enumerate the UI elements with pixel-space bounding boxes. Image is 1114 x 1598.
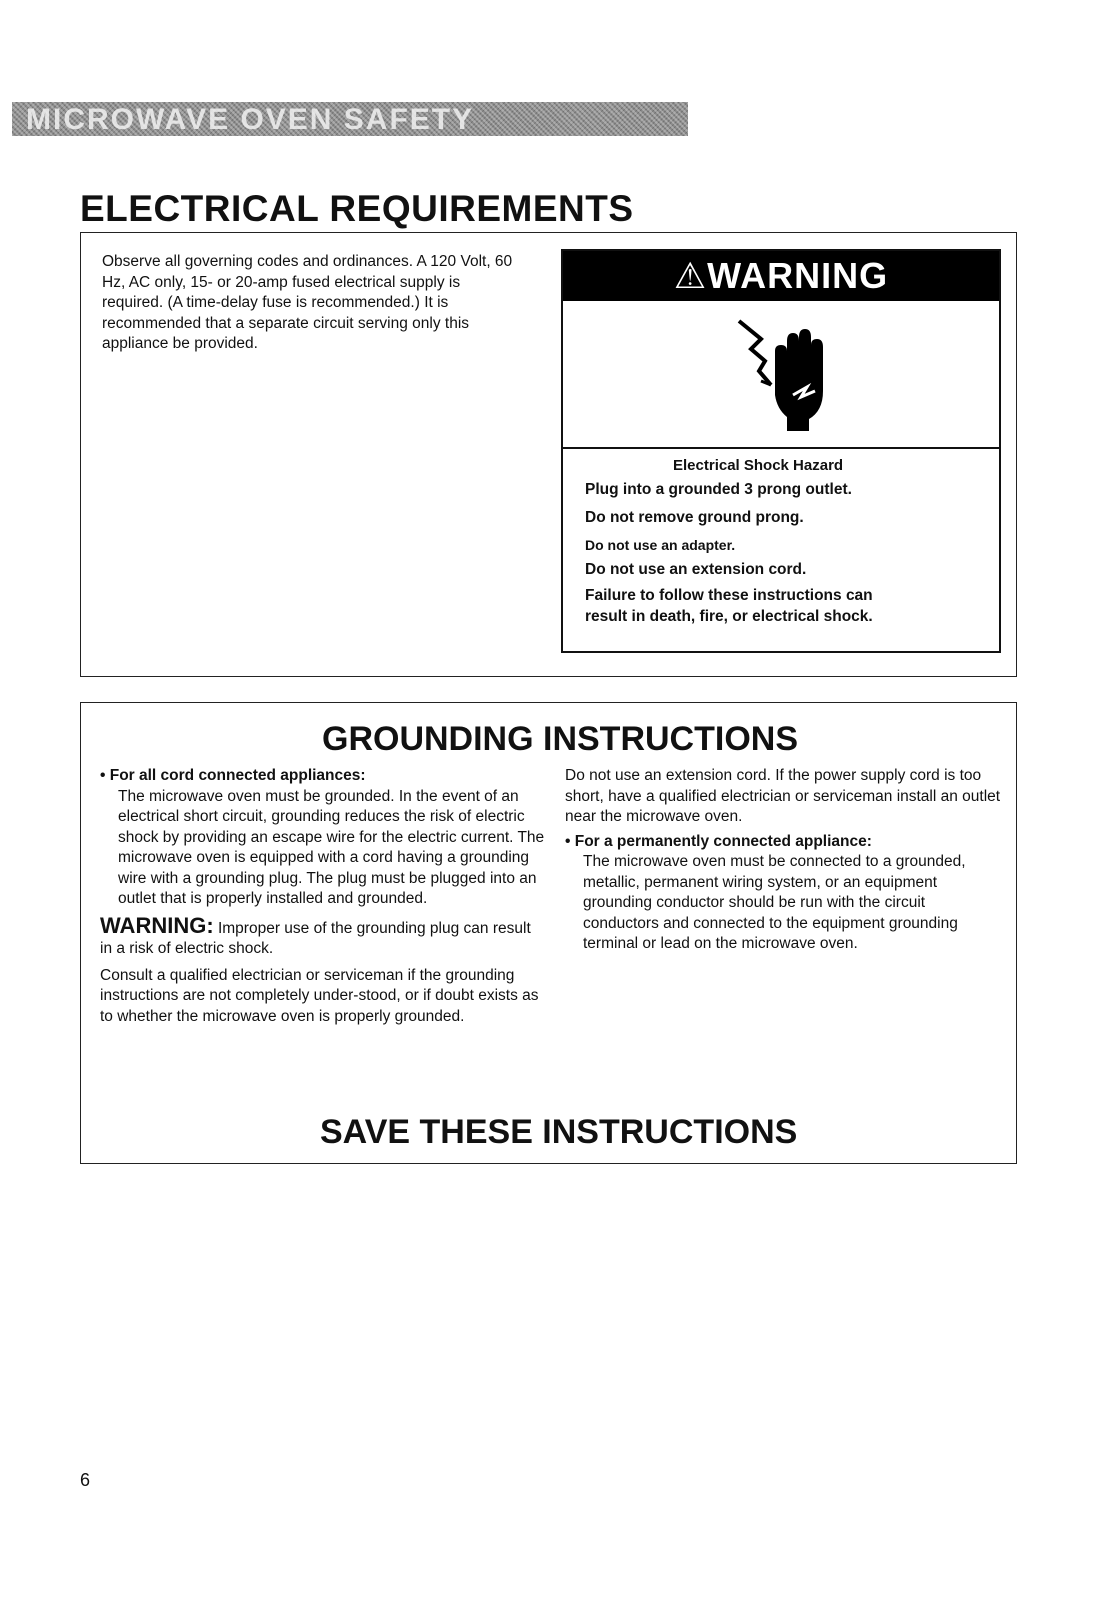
cord-connected-heading: • For all cord connected appliances: bbox=[100, 767, 366, 784]
consult-electrician-text: Consult a qualified electrician or serviceman if the grounding instructions are not completely under-stood, or if doubt exists as to whether the microwave oven is properly grounded. bbox=[100, 966, 539, 1025]
electric-shock-hand-icon bbox=[731, 311, 841, 436]
warning-line: Do not use an extension cord. bbox=[585, 561, 807, 578]
permanent-connection-text: The microwave oven must be connected to a grounded, metallic, permanent wiring system, or an equipment grounding conductor should be run with the circuit conductors and connected to the equipment grounding terminal or lead on the microwave oven. bbox=[583, 853, 966, 952]
extension-cord-text: Do not use an extension cord. If the power supply cord is too short, have a qualified electrician or serviceman install an outlet near the microwave oven. bbox=[565, 767, 1001, 825]
save-instructions-title: SAVE THESE INSTRUCTIONS bbox=[320, 1113, 798, 1151]
grounding-left-column bbox=[100, 766, 546, 1027]
warning-divider bbox=[563, 447, 999, 449]
warning-panel bbox=[561, 249, 1001, 653]
permanent-connection-heading: • For a permanently connected appliance: bbox=[565, 832, 872, 850]
page-number: 6 bbox=[80, 1470, 91, 1490]
warning-line: Plug into a grounded 3 prong outlet. bbox=[585, 481, 852, 498]
warning-line: result in death, fire, or electrical shock. bbox=[585, 608, 873, 625]
grounding-warning-label: WARNING: bbox=[100, 912, 214, 938]
grounding-warning-text: Improper use of the grounding plug can result in a risk of electric shock. bbox=[100, 919, 531, 957]
electrical-requirements-title: ELECTRICAL REQUIREMENTS bbox=[80, 188, 634, 229]
electrical-requirements-text: Observe all governing codes and ordinances. A 120 Volt, 60 Hz, AC only, 15- or 20-amp fused electrical supply is required. (A time-delay fuse is recommended.) It is recommended that a separate circuit serving only this appliance be provided. bbox=[102, 253, 513, 352]
hazard-title: Electrical Shock Hazard bbox=[673, 457, 844, 474]
grounding-right-column bbox=[565, 766, 1005, 955]
cord-connected-text: The microwave oven must be grounded. In the event of an electrical short circuit, grounding reduces the risk of electric shock by providing an escape wire for the electric current. The microwave oven is equipped with a cord having a grounding wire with a grounding plug. The plug must be plugged into an outlet that is properly installed and grounded. bbox=[118, 787, 545, 907]
grounding-warning bbox=[100, 912, 546, 960]
warning-line: Do not use an adapter. bbox=[585, 537, 736, 553]
grounding-instructions-title: GROUNDING INSTRUCTIONS bbox=[322, 720, 798, 758]
banner-text: MICROWAVE OVEN SAFETY bbox=[26, 103, 475, 136]
warning-line: Failure to follow these instructions can bbox=[585, 587, 873, 604]
warning-line: Do not remove ground prong. bbox=[585, 509, 804, 526]
warning-header: ⚠WARNING bbox=[563, 251, 999, 301]
section-banner bbox=[12, 102, 688, 136]
